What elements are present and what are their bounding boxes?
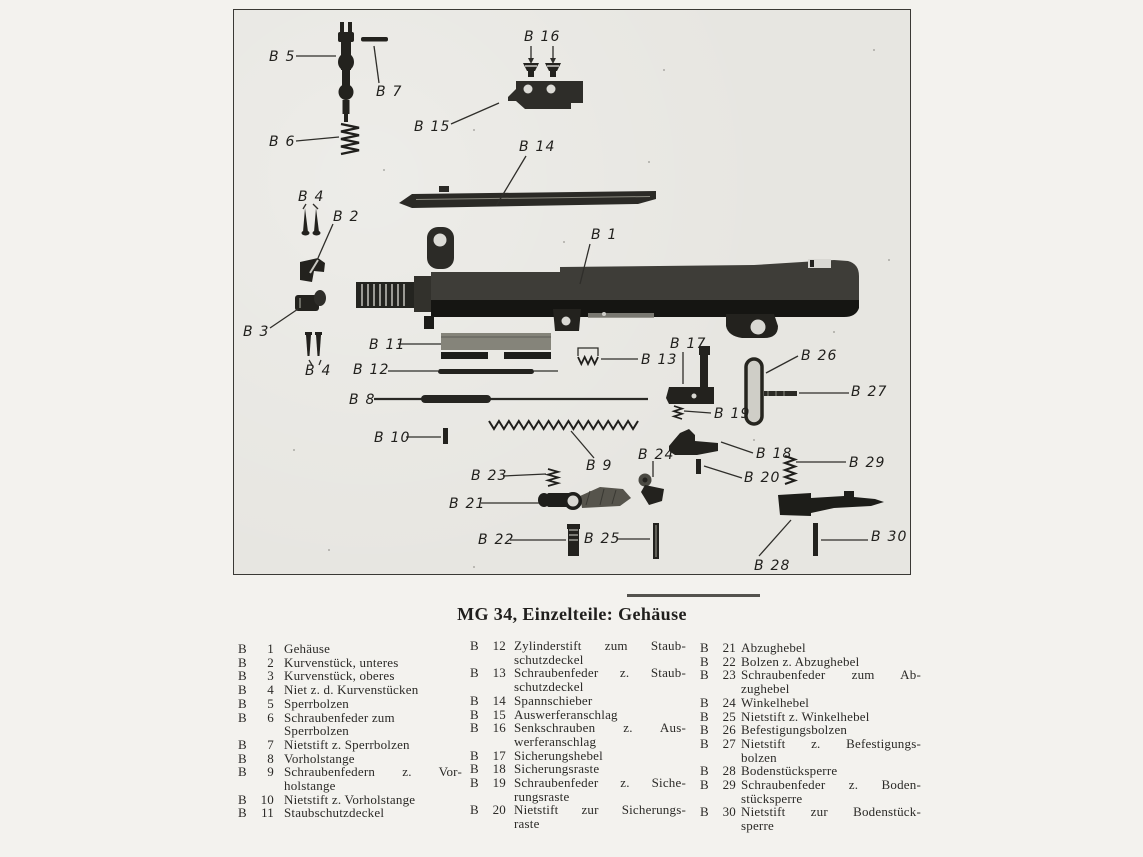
part-name: Nietstift z. Sperrbolzen <box>284 736 410 752</box>
part-b22-bolzen <box>567 524 580 556</box>
diagram-label-b17: B 17 <box>670 336 707 352</box>
parts-list-item <box>238 656 462 670</box>
part-name: Nietstift z. Vorholstange <box>284 791 416 807</box>
part-name: Schraubenfeder z. Staub- schutzdeckel <box>514 665 686 695</box>
part-number: B 24 <box>700 694 736 710</box>
part-name: Spannschieber <box>514 692 593 708</box>
parts-list-item <box>238 738 462 752</box>
part-b27-nietstift <box>764 391 797 396</box>
part-b20-nietstift <box>696 459 701 474</box>
part-number: B 17 <box>470 747 506 763</box>
parts-list-item <box>470 694 686 708</box>
parts-list-item <box>700 655 921 669</box>
parts-list-item <box>700 710 921 724</box>
part-name: Sicherungsraste <box>514 761 600 777</box>
parts-list-item <box>238 752 462 766</box>
parts-list-item <box>470 803 686 830</box>
part-name: Befestigungsbolzen <box>741 722 848 738</box>
part-b7-nietstift <box>361 37 388 42</box>
part-number: B 2 <box>238 654 274 670</box>
parts-list-item <box>238 642 462 656</box>
part-b30-nietstift <box>813 523 818 556</box>
part-number: B 25 <box>700 708 736 724</box>
diagram-label-b25: B 25 <box>584 531 621 547</box>
diagram-label-b10: B 10 <box>374 430 411 446</box>
parts-list-item <box>470 666 686 693</box>
part-b16-senkschrauben <box>523 63 561 77</box>
parts-list-item <box>470 639 686 666</box>
part-number: B 19 <box>470 775 506 791</box>
part-number: B 29 <box>700 777 736 793</box>
parts-list-item <box>238 697 462 711</box>
diagram-label-b19: B 19 <box>714 406 751 422</box>
diagram-label-b15: B 15 <box>414 119 451 135</box>
page-title: MG 34, Einzelteile: Gehäuse <box>457 604 687 624</box>
parts-list-item <box>238 711 462 738</box>
part-name: Staubschutzdeckel <box>284 805 385 821</box>
diagram-svg <box>234 10 909 573</box>
diagram-label-b30: B 30 <box>871 529 908 545</box>
diagram-label-b24: B 24 <box>638 447 675 463</box>
part-b8-vorholstange <box>374 395 648 403</box>
diagram-label-b8: B 8 <box>349 392 376 408</box>
part-number: B 4 <box>238 682 274 698</box>
scan-artifact-line <box>627 594 760 597</box>
part-name: Nietstift zur Sicherungs- raste <box>514 802 686 832</box>
part-number: B 7 <box>238 736 274 752</box>
parts-list-item <box>700 723 921 737</box>
parts-list-item <box>700 764 921 778</box>
diagram-label-b18: B 18 <box>756 446 793 462</box>
part-name: Schraubenfedern z. Vor- holstange <box>284 764 462 794</box>
parts-list-item <box>238 765 462 792</box>
diagram-label-b4-lower: B 4 <box>305 363 332 379</box>
parts-list-item <box>700 737 921 764</box>
parts-list-column-3 <box>700 641 921 833</box>
diagram-label-b16: B 16 <box>524 29 561 45</box>
part-b18-sicherungsraste <box>669 429 718 455</box>
diagram-label-b23: B 23 <box>471 468 508 484</box>
part-b2-kurvenstueck-unteres <box>300 258 325 282</box>
part-name: Nietstift z. Befestigungs- bolzen <box>741 735 921 765</box>
parts-list-item <box>700 805 921 832</box>
part-b11-staubschutzdeckel <box>441 333 551 359</box>
part-b1-gehaeuse <box>356 227 859 338</box>
parts-list-item <box>700 668 921 695</box>
part-b4-niete-upper <box>302 208 321 236</box>
part-number: B 8 <box>238 750 274 766</box>
diagram-label-b13: B 13 <box>641 352 678 368</box>
diagram-label-b12: B 12 <box>353 362 390 378</box>
part-number: B 22 <box>700 653 736 669</box>
diagram-label-b1: B 1 <box>591 227 618 243</box>
part-number: B 6 <box>238 709 274 725</box>
diagram-label-b29: B 29 <box>849 455 886 471</box>
parts-list-column-2 <box>470 639 686 831</box>
parts-list-item <box>470 708 686 722</box>
parts-list-item <box>700 641 921 655</box>
part-name: Auswerferanschlag <box>514 706 618 722</box>
parts-list-item <box>470 776 686 803</box>
part-b6-schraubenfeder <box>341 124 359 154</box>
part-b21-abzughebel <box>538 487 631 510</box>
part-name: Senkschrauben z. Aus- werferanschlag <box>514 720 686 749</box>
part-number: B 30 <box>700 804 736 820</box>
part-name: Zylinderstift zum Staub- schutzdeckel <box>514 638 686 667</box>
parts-list-item <box>238 669 462 683</box>
part-name: Winkelhebel <box>741 694 810 710</box>
part-number: B 1 <box>238 641 274 656</box>
diagram-label-b7: B 7 <box>376 84 403 100</box>
part-number: B 26 <box>700 722 736 738</box>
part-name: Schraubenfeder zum Ab- zughebel <box>741 667 921 697</box>
part-b28-bodenstuecksperre <box>778 491 884 516</box>
parts-list-item <box>470 749 686 763</box>
part-b10-nietstift <box>443 428 448 444</box>
parts-list-item <box>238 806 462 820</box>
part-number: B 11 <box>238 805 274 821</box>
part-b23-schraubenfeder <box>548 469 558 486</box>
part-b5-sperrbolzen <box>338 22 354 122</box>
part-b4-niete-lower <box>305 332 322 356</box>
diagram-label-b3: B 3 <box>243 324 270 340</box>
diagram-label-b22: B 22 <box>478 532 515 548</box>
part-b24-winkelhebel <box>639 474 665 506</box>
part-number: B 21 <box>700 640 736 655</box>
part-b9-schraubenfedern <box>489 421 638 429</box>
part-number: B 20 <box>470 802 506 818</box>
part-b15-auswerferanschlag <box>508 81 583 109</box>
part-number: B 27 <box>700 735 736 751</box>
diagram-label-b20: B 20 <box>744 470 781 486</box>
part-b25-nietstift <box>653 523 659 559</box>
parts-list-item <box>470 762 686 776</box>
part-number: B 3 <box>238 668 274 684</box>
parts-list-item <box>700 778 921 805</box>
diagram-label-b27: B 27 <box>851 384 888 400</box>
diagram-label-b2: B 2 <box>333 209 360 225</box>
diagram-label-b6: B 6 <box>269 134 296 150</box>
diagram-label-b28: B 28 <box>754 558 791 573</box>
part-name: Vorholstange <box>284 750 355 766</box>
part-name: Schraubenfeder z. Boden- stücksperre <box>741 777 921 806</box>
part-b12-zylinderstift <box>388 369 558 374</box>
part-b14-spannschieber <box>399 186 656 208</box>
parts-list-item <box>238 683 462 697</box>
part-name: Schraubenfeder z. Siche- rungsraste <box>514 775 686 804</box>
part-name: Kurvenstück, oberes <box>284 668 395 684</box>
part-name: Nietstift z. Winkelhebel <box>741 708 870 724</box>
parts-list-item <box>700 696 921 710</box>
part-name: Schraubenfeder zum Sperrbolzen <box>284 709 395 739</box>
part-name: Niet z. d. Kurvenstücken <box>284 682 419 698</box>
diagram-label-b21: B 21 <box>449 496 486 512</box>
diagram-label-b26: B 26 <box>801 348 838 364</box>
part-number: B 14 <box>470 692 506 708</box>
part-name: Gehäuse <box>284 641 331 656</box>
part-number: B 18 <box>470 761 506 777</box>
part-b3-kurvenstueck-oberes <box>295 290 326 311</box>
part-b19-schraubenfeder <box>674 406 682 419</box>
part-name: Bolzen z. Abzughebel <box>741 653 860 669</box>
part-number: B 15 <box>470 706 506 722</box>
diagram-panel <box>233 9 911 575</box>
parts-list-column-1 <box>238 642 462 820</box>
part-name: Bodenstücksperre <box>741 763 838 779</box>
diagram-label-b9: B 9 <box>586 458 613 474</box>
part-number: B 13 <box>470 665 506 681</box>
part-number: B 12 <box>470 638 506 653</box>
part-number: B 23 <box>700 667 736 683</box>
parts-list-item <box>470 721 686 748</box>
diagram-label-b14: B 14 <box>519 139 556 155</box>
part-name: Kurvenstück, unteres <box>284 654 399 670</box>
part-number: B 9 <box>238 764 274 780</box>
part-number: B 5 <box>238 695 274 711</box>
diagram-label-b4-upper: B 4 <box>298 189 325 205</box>
part-name: Sperrbolzen <box>284 695 350 711</box>
part-number: B 28 <box>700 763 736 779</box>
part-number: B 16 <box>470 720 506 736</box>
part-b13-schraubenfeder <box>578 348 598 364</box>
part-name: Nietstift zur Bodenstück- sperre <box>741 804 921 834</box>
diagram-label-b5: B 5 <box>269 49 296 65</box>
parts-list-item <box>238 793 462 807</box>
part-name: Abzughebel <box>741 640 806 655</box>
part-name: Sicherungshebel <box>514 747 603 763</box>
part-number: B 10 <box>238 791 274 807</box>
diagram-label-b11: B 11 <box>369 337 406 353</box>
